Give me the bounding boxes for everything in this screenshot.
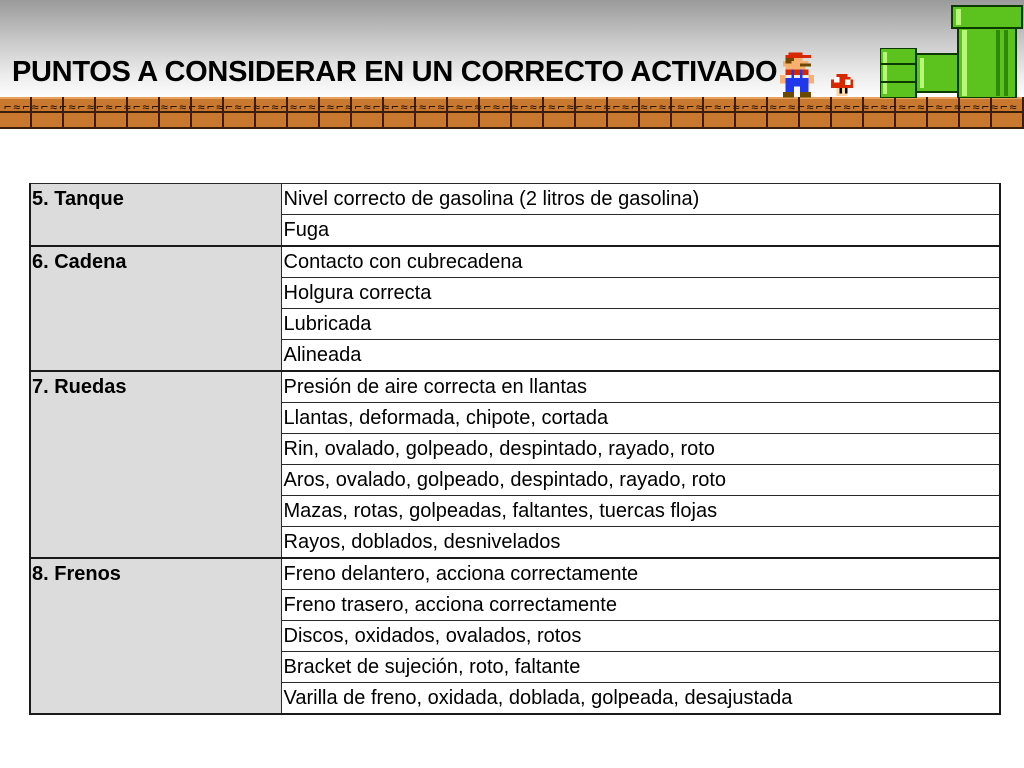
item-cell: Discos, oxidados, ovalados, rotos (281, 621, 1000, 652)
item-cell: Mazas, rotas, golpeadas, faltantes, tuercas flojas (281, 496, 1000, 527)
item-cell: Fuga (281, 215, 1000, 247)
green-pipe-icon (880, 48, 958, 98)
category-cell: 6. Cadena (30, 246, 281, 371)
item-cell: Contacto con cubrecadena (281, 246, 1000, 278)
table-row (30, 371, 1000, 403)
item-cell: Rayos, doblados, desnivelados (281, 527, 1000, 559)
brick-pattern: ⌐≈⌐≈⌐≈⌐≈⌐≈⌐≈⌐≈⌐≈⌐≈⌐≈⌐≈⌐≈⌐≈⌐≈⌐≈⌐≈⌐≈⌐≈⌐≈⌐≈⌐≈⌐≈⌐≈⌐≈⌐≈⌐≈⌐≈⌐≈⌐≈⌐≈⌐≈⌐≈⌐≈⌐≈⌐≈⌐≈⌐≈⌐≈⌐≈⌐≈⌐≈⌐≈⌐≈⌐≈⌐≈⌐≈⌐≈⌐≈⌐≈⌐≈⌐≈⌐≈⌐≈⌐≈⌐≈ (4, 100, 1019, 114)
item-cell: Presión de aire correcta en llantas (281, 371, 1000, 403)
item-cell: Llantas, deformada, chipote, cortada (281, 403, 1000, 434)
item-cell: Aros, ovalado, golpeado, despintado, rayado, roto (281, 465, 1000, 496)
item-cell: Freno delantero, acciona correctamente (281, 558, 1000, 590)
category-cell: 5. Tanque (30, 184, 281, 247)
item-cell: Rin, ovalado, golpeado, despintado, rayado, roto (281, 434, 1000, 465)
item-cell: Holgura correcta (281, 278, 1000, 309)
category-cell: 7. Ruedas (30, 371, 281, 558)
slide-title: PUNTOS A CONSIDERAR EN UN CORRECTO ACTIVADO (12, 56, 778, 88)
item-cell: Varilla de freno, oxidada, doblada, golpeada, desajustada (281, 683, 1000, 715)
table-row (30, 184, 1000, 215)
item-cell: Bracket de sujeción, roto, faltante (281, 652, 1000, 683)
mario-sprite-icon (780, 52, 814, 98)
item-cell: Freno trasero, acciona correctamente (281, 590, 1000, 621)
green-pipe-vertical-icon (948, 4, 1024, 98)
table-row (30, 558, 1000, 590)
item-cell: Lubricada (281, 309, 1000, 340)
mushroom-icon (831, 74, 853, 96)
item-cell: Nivel correcto de gasolina (2 litros de gasolina) (281, 184, 1000, 215)
item-cell: Alineada (281, 340, 1000, 372)
checklist-table (29, 183, 1001, 715)
category-cell: 8. Frenos (30, 558, 281, 714)
table-row (30, 246, 1000, 278)
inspection-table (29, 183, 999, 715)
brick-ground (0, 97, 1024, 129)
